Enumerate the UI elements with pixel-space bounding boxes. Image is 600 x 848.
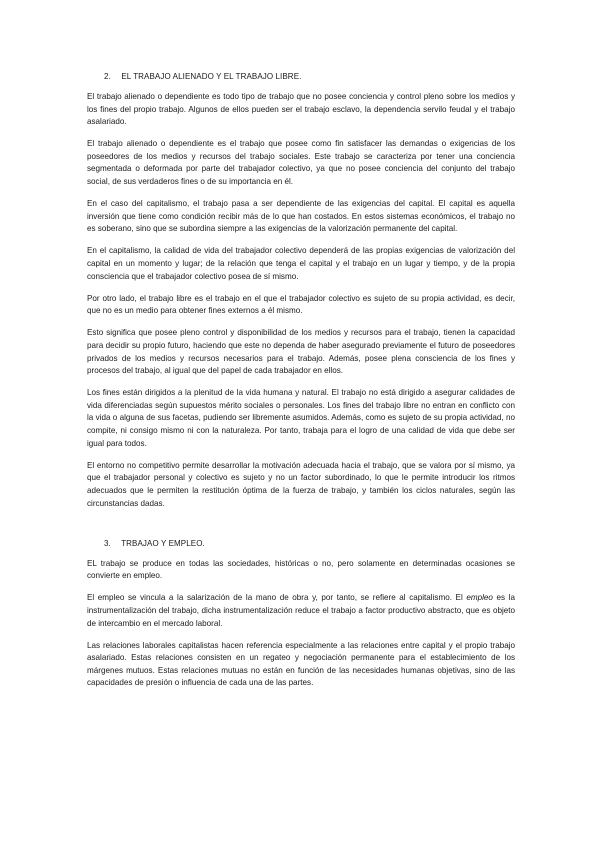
empleo-emphasis: empleo [466, 593, 493, 603]
section-2-paragraph-6: Esto significa que posee pleno control y disponibilidad de los medios y recursos para el trabajo, tienen la capacidad para decidir su propio futuro, haciendo que este no dependa de haber asegurado previamente el futuro de poseedores privados de los medios y recursos necesarios para el trabajo. Además, posee plena consciencia de los fines y procesos del trabajo, al igual que del papel de cada trabajador en ellos. [87, 328, 515, 376]
section-3-paragraph-2-end: es la instrumentalización del trabajo, dicha instrumentalización reduce el trabajo a factor productivo abstracto, que es objeto de intercambio en el mercado laboral. [87, 593, 515, 628]
section-3-paragraph-2-start: El empleo se vincula a la salarización de la mano de obra y, por tanto, se refiere al capitalismo. El [87, 593, 467, 603]
section-2-number: 2. [104, 72, 111, 81]
section-2-title: EL TRABAJO ALIENADO Y EL TRABAJO LIBRE. [121, 72, 302, 81]
section-3-heading [87, 538, 515, 549]
section-3-title: TRBAJAO Y EMPLEO. [121, 538, 205, 548]
section-2-paragraph-3: En el caso del capitalismo, el trabajo pasa a ser dependiente de las exigencias del capital. El capital es aquella inversión que tiene como condición recibir más de lo que han costados. En estos sistemas económicos, el trabajo no es soberano, sino que se subordina siempre a las exigencias de la valorización permanente del capital. [87, 199, 515, 234]
section-2-paragraph-5: Por otro lado, el trabajo libre es el trabajo en el que el trabajador colectivo es sujeto de su propia actividad, es decir, que no es un medio para obtener fines externos a él mismo. [87, 293, 515, 316]
section-3-number: 3. [104, 538, 111, 548]
section-2-paragraph-8: El entorno no competitivo permite desarrollar la motivación adecuada hacia el trabajo, que se valora por sí mismo, ya que el trabajador personal y colectivo es sujeto y no un factor subordinado, lo que le permite introducir los ritmos adecuados que le permiten la restitución óptima de la fuerza de trabajo, y también los ciclos naturales, según las circunstancias dadas. [87, 460, 515, 508]
section-2-paragraph-2: El trabajo alienado o dependiente es el trabajo que posee como fin satisfacer las demandas o exigencias de los poseedores de los medios y recursos del trabajo sociales. Este trabajo se caracteriza por tener una conciencia segmentada o deformada por parte del trabajador colectivo, ya que no posee conciencia del conjunto del trabajo social, de sus verdaderos fines o de su importancia en él. [87, 139, 515, 187]
section-3-paragraph-3: Las relaciones laborales capitalistas hacen referencia especialmente a las relaciones entre capital y el propio trabajo asalariado. Estas relaciones consisten en un regateo y negociación permanente para el establecimiento de los márgenes mutuos. Estas relaciones mutuas no están en función de las necesidades humanas objetivas, sino de las capacidades de presión o influencia de cada una de las partes. [87, 640, 515, 688]
section-spacer [87, 520, 515, 538]
section-2-paragraph-4: En el capitalismo, la calidad de vida del trabajador colectivo dependerá de las propias exigencias de valorización del capital en un momento y lugar; de la relación que tenga el capital y el trabajo en un lugar y tiempo, y de la propia consciencia que el trabajador colectivo posea de sí mismo. [87, 246, 515, 281]
section-2-paragraph-7: Los fines están dirigidos a la plenitud de la vida humana y natural. El trabajo no está dirigido a asegurar calidades de vida diferenciadas según supuestos mérito sociales o personales. Los fines del trabajo libre no entran en conflicto con la vida o alguna de sus facetas, pudiendo ser libremente asumidos. Además, como es sujeto de su propia actividad, no compite, ni consigo mismo ni con la naturaleza. Por tanto, trabaja para el logro de una calidad de vida que debe ser igual para todos. [87, 388, 515, 448]
section-2-paragraph-1: El trabajo alienado o dependiente es todo tipo de trabajo que no posee conciencia y control pleno sobre los medios y los fines del propio trabajo. Algunos de ellos pueden ser el trabajo esclavo, la dependencia servilo feudal y el trabajo asalariado. [87, 92, 515, 127]
section-3-paragraph-1: EL trabajo se produce en todas las sociedades, históricas o no, pero solamente en determinadas ocasiones se convierte en empleo. [87, 558, 515, 581]
section-2-heading [87, 71, 515, 82]
section-3-paragraph-2 [87, 592, 515, 630]
page-content [87, 71, 515, 699]
